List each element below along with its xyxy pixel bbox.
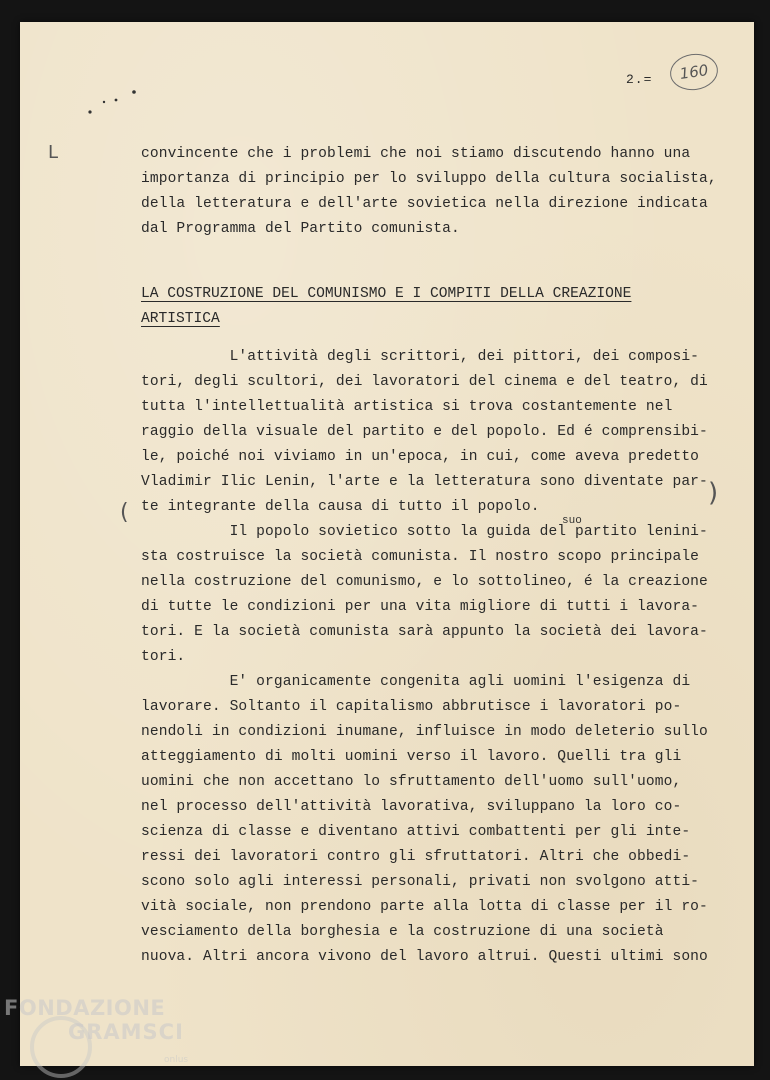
margin-pencil-mark: ᒪ [48, 142, 59, 163]
section-heading [141, 282, 701, 332]
margin-bracket-left: ( [120, 500, 129, 525]
body-text: L'attività degli scrittori, dei pittori, dei composi- tori, degli scultori, dei lavoratori del cinema e del teatro, di tutta l'intellettualità artistica si trova costantemente nel raggio della visuale del partito e del popolo. Ed é comprensibi- le, poiché noi viviamo in un'epoca, in cui, come aveva predetto Vladimir Ilic Lenin, l'arte e la letteratura sono diventate par- te integrante della causa di tutto il popolo. Il popolo sovietico sotto la guida del partito lenini- sta costruisce la società comunista. Il nostro scopo principale nella costruzione del comunismo, e lo sottolineo, é la creazione di tutte le condizioni per una vita migliore di tutti i lavora- tori. E la società comunista sarà appunto la società dei lavora- tori. E' organicamente congenita agli uomini l'esigenza di lavorare. Soltanto il capitalismo abbrutisce i lavoratori po- nendoli in condizioni inumane, influisce in modo deleterio sullo atteggiamento di molti uomini verso il lavoro. Quelli tra gli uomini che non accettano lo sfruttamento dell'uomo sull'uomo, nel processo dell'attività lavorativa, sviluppano la loro co- scienza di classe e diventano attivi combattenti per gli inte- ressi dei lavoratori contro gli sfruttatori. Altri che obbedi- scono solo agli interessi personali, privati non svolgono atti- vità sociale, non prendono parte alla lotta di classe per il ro- vesciamento della borghesia e la costruzione di una società nuova. Altri ancora vivono del lavoro altrui. Questi ultimi sono [141, 349, 708, 965]
watermark-logo-circle [30, 1016, 92, 1078]
watermark-line-2: GRAMSCI [68, 1020, 184, 1044]
opening-paragraph: convincente che i problemi che noi stiamo discutendo hanno una importanza di principio per lo sviluppo della cultura socialista, della letteratura e dell'arte sovietica nella direzione indicata dal Programma del Partito comunista. [141, 146, 717, 237]
archive-number-stamp: 160 [668, 51, 721, 93]
ink-specks [86, 88, 146, 118]
section-heading-line-2: ARTISTICA [141, 311, 220, 327]
page-number: 2.= [626, 72, 653, 87]
archive-watermark [4, 996, 189, 1065]
watermark-line-1: FONDAZIONE [4, 996, 166, 1020]
margin-bracket-right: ) [708, 478, 719, 508]
handwritten-insertion: suo [562, 515, 582, 527]
section-heading-line-1: LA COSTRUZIONE DEL COMUNISMO E I COMPITI DELLA CREAZIONE [141, 286, 632, 302]
watermark-line-3: onlus [164, 1055, 189, 1065]
